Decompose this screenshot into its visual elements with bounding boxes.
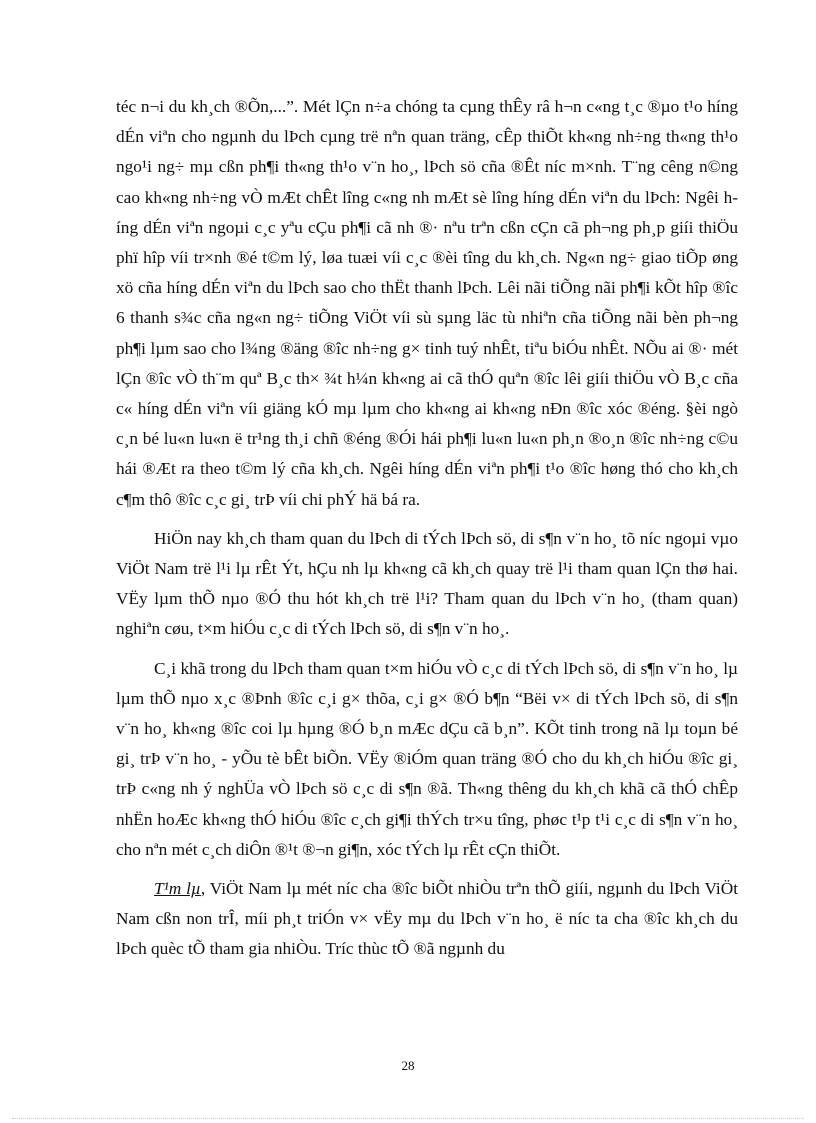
page-number: 28 [401,1058,415,1073]
page-bottom-rule [12,1118,804,1119]
paragraph-2: HiÖn nay kh¸ch tham quan du lÞch di tÝch lÞch sö, di s¶n v¨n ho¸ tõ níc ngoµi vµo ViÖt Nam trë l¹i lµ rÊt Ýt, hÇu nh lµ kh«ng cã kh¸ch quay trë l¹i tham quan lÇn thø hai. VËy lµm thÕ nµo ®Ó thu hót kh¸ch trë l¹i? Tham quan du lÞch v¨n ho¸ (tham quan) nghiªn cøu, t×m hiÓu c¸c di tÝch lÞch sö, di s¶n v¨n ho¸. [116,528,738,639]
paragraph-3: C¸i khã trong du lÞch tham quan t×m hiÓu vÒ c¸c di tÝch lÞch sö, di s¶n v¨n ho¸ lµ lµm thÕ nµo x¸c ®Þnh ®îc c¸i g× thõa, c¸i g× ®Ó b¶n “Bëi v× di tÝch lÞch sö, di s¶n v¨n ho¸ kh«ng ®îc coi lµ hµng ®Ó b¸n mÆc dÇu cã b¸n”. KÕt tinh trong nã lµ toµn bé gi¸ trÞ v¨n ho¸ - yÕu tè bÊt biÕn. VËy ®iÓm quan träng ®Ó cho du kh¸ch hiÓu ®îc gi¸ trÞ c«ng nh ý nghÜa vÒ lÞch sö c¸c di s¶n ®ã. Th«ng thêng du kh¸ch khã cã thÓ chÊp nhËn hoÆc kh«ng thÓ hiÓu ®îc c¸ch gi¶i thÝch tr×u tîng, phøc t¹p t¹i c¸c di s¶n v¨n ho¸ cho nªn mét c¸ch diÔn ®¹t ®¬n gi¶n, xóc tÝch lµ rÊt cÇn thiÕt. [116,658,738,859]
paragraph-1: téc n¬i du kh¸ch ®Õn,...”. Mét lÇn n÷a chóng ta cµng thÊy râ h¬n c«ng t¸c ®µo t¹o híng dÉn viªn cho ngµnh du lÞch cµng trë nªn quan träng, cÊp thiÕt kh«ng nh÷ng th«ng th¹o ngo¹i ng÷ mµ cßn ph¶i th«ng th¹o v¨n ho¸, lÞch sö cña ®Êt níc m×nh. T¨ng cêng n©ng cao kh«ng nh÷ng vÒ mÆt chÊt lîng c«ng nh mÆt sè lîng híng dÉn viªn du lÞch: Ngêi híng dÉn viªn ngoµi c¸c yªu cÇu ph¶i cã nh ®· nªu trªn cßn cÇn cã ph¬ng ph¸p giíi thiÖu phï hîp víi tr×nh ®é t©m lý, løa tuæi víi c¸c ®èi tîng du kh¸ch. Ng«n ng÷ giao tiÕp øng xö cña híng dÉn viªn du lÞch sao cho thËt thanh lÞch. Lêi nãi tiÕng nãi ph¶i kÕt hîp ®îc 6 thanh s¾c cña ng«n ng÷ tiÕng ViÖt víi sù sµng läc tù nhiªn cña tiÕng nãi bèn ph¬ng ph¶i lµm sao cho l¾ng ®äng ®îc nh÷ng g× tinh tuý nhÊt, tiªu biÓu nhÊt. NÕu ai ®· mét lÇn ®îc vÒ th¨m quª B¸c th× ¾t h¼n kh«ng ai cã thÓ quªn ®îc lêi giíi thiÖu vÒ B¸c cña c« híng dÉn viªn víi giäng kÓ mµ lµm cho kh«ng ai kh«ng nÐn ®îc xóc ®éng. §èi ngò c¸n bé lu«n lu«n ë tr¹ng th¸i chñ ®éng ®Ói hái ph¶i lu«n lu«n ph¸n ®o¸n ®îc nh÷ng c©u hái ®Æt ra theo t©m lý cña kh¸ch. Ngêi híng dÉn viªn ph¶i t¹o ®îc høng thó cho kh¸ch c¶m thô ®îc c¸c gi¸ trÞ víi chi phÝ hä bá ra. [116,97,738,509]
paragraph-4 [116,874,738,965]
paragraph-4-text: , ViÖt Nam lµ mét níc cha ®îc biÕt nhiÒu trªn thÕ giíi, ngµnh du lÞch ViÖt Nam cßn non trÎ, míi ph¸t triÓn v× vËy mµ du lÞch v¨n ho¸ ë níc ta cha ®îc kh¸ch du lÞch quèc tÕ tham gia nhiÒu. Tríc thùc tÕ ®ã ngµnh du [116,879,738,959]
page-body [116,92,738,974]
paragraph-4-lead: T¹m lµ [154,879,201,899]
